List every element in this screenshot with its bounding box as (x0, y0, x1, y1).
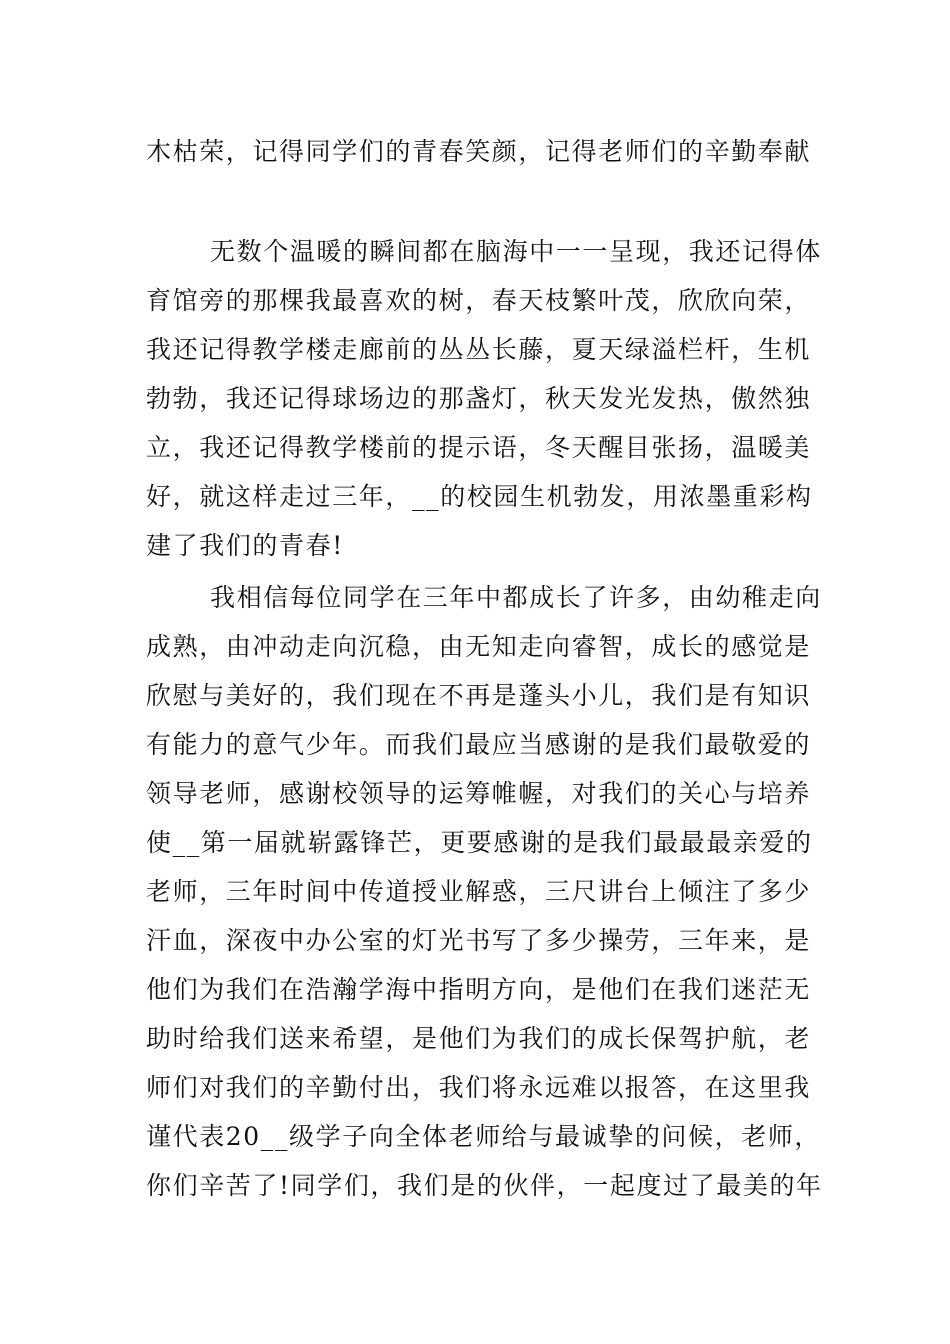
text-line: 谨代表20__级学子向全体老师给与最诚挚的问候，老师， (146, 1122, 822, 1151)
text-line: 使__第一届就崭露锋芒，更要感谢的是我们最最最亲爱的 (146, 828, 813, 857)
text-line: 助时给我们送来希望，是他们为我们的成长保驾护航，老 (146, 1024, 812, 1053)
text-line: 勃勃，我还记得球场边的那盏灯，秋天发光发热，傲然独 (146, 384, 812, 413)
text-line: 你们辛苦了!同学们，我们是的伙伴，一起度过了最美的年 (146, 1171, 823, 1200)
text-line: 有能力的意气少年。而我们最应当感谢的是我们最敬爱的 (146, 730, 812, 759)
text-line: 汗血，深夜中办公室的灯光书写了多少操劳，三年来，是 (146, 926, 812, 955)
text-line: 他们为我们在浩瀚学海中指明方向，是他们在我们迷茫无 (146, 975, 812, 1004)
text-line: 好，就这样走过三年，__的校园生机勃发，用浓墨重彩构 (146, 482, 813, 511)
text-line: 成熟，由冲动走向沉稳，由无知走向睿智，成长的感觉是 (146, 632, 812, 661)
text-line: 老师，三年时间中传道授业解惑，三尺讲台上倾注了多少 (146, 877, 812, 906)
paragraph-first-line: 我相信每位同学在三年中都成长了许多，由幼稚走向 (210, 583, 822, 612)
text-line: 领导老师，感谢校领导的运筹帷幄，对我们的关心与培养 (146, 779, 812, 808)
text-line: 立，我还记得教学楼前的提示语，冬天醒目张扬，温暖美 (146, 433, 812, 462)
text-line: 育馆旁的那棵我最喜欢的树，春天枝繁叶茂，欣欣向荣， (146, 286, 812, 315)
text-line: 建了我们的青春! (146, 531, 344, 560)
text-line: 欣慰与美好的，我们现在不再是蓬头小儿，我们是有知识 (146, 681, 812, 710)
text-line: 我还记得教学楼走廊前的丛丛长藤，夏天绿溢栏杆，生机 (146, 335, 812, 364)
paragraph-first-line: 无数个温暖的瞬间都在脑海中一一呈现，我还记得体 (210, 237, 822, 266)
text-line: 木枯荣，记得同学们的青春笑颜，记得老师们的辛勤奉献 (146, 137, 812, 166)
text-line: 师们对我们的辛勤付出，我们将永远难以报答，在这里我 (146, 1073, 812, 1102)
